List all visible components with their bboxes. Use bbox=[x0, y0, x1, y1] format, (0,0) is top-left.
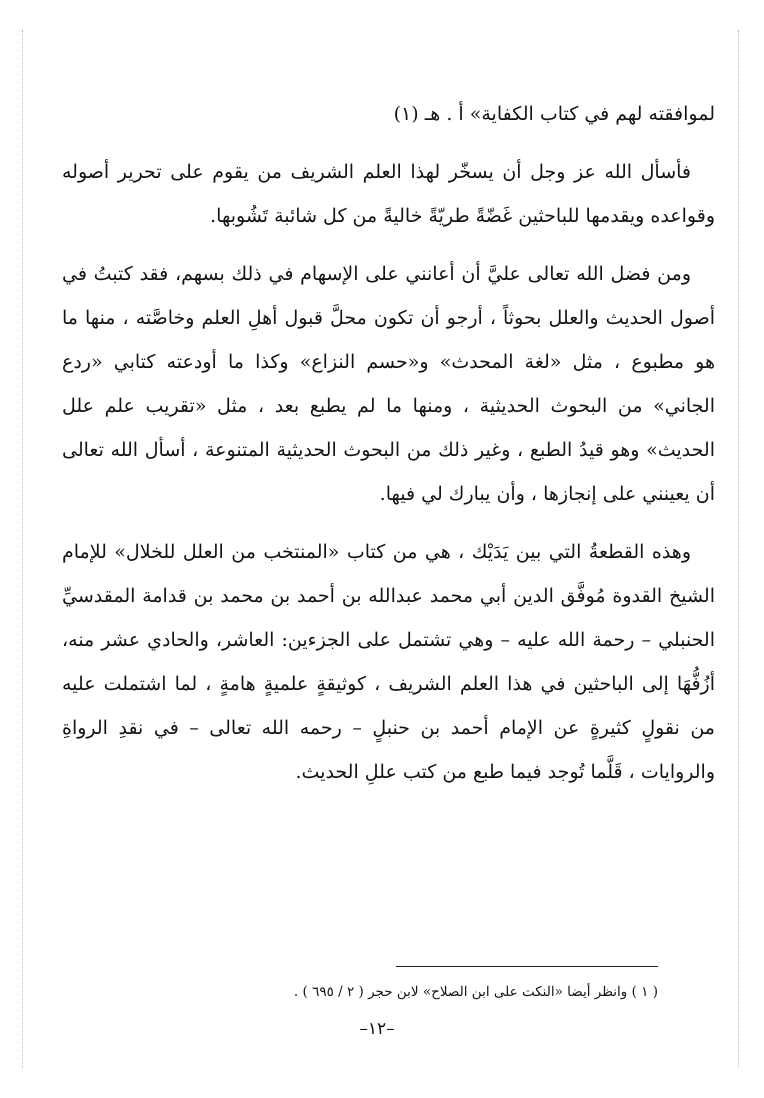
main-text bbox=[62, 92, 715, 794]
paragraph: وهذه القطعةُ التي بين يَدَيْك ، هي من كتاب «المنتخب من العلل للخلال» للإمام الشيخ القدوة مُوفَّق الدين أبي محمد عبدالله بن أحمد بن محمد بن قدامة المقدسيِّ الحنبلي – رحمة الله عليه – وهي تشتمل على الجزءين: العاشر، والحادي عشر منه، أزُفُّهَا إلى الباحثين في هذا العلم الشريف ، كوثيقةٍ علميةٍ هامةٍ ، لما اشتملت عليه من نقولٍ كثيرةٍ عن الإمام أحمد بن حنبلٍ – رحمه الله تعالى – في نقدِ الرواةِ والروايات ، قَلَّما تُوجد فيما طبع من كتب عللِ الحديث. bbox=[62, 541, 715, 783]
right-margin-dotted-line bbox=[738, 30, 739, 1068]
footnote-separator bbox=[396, 966, 658, 967]
paragraph: ومن فضل الله تعالى عليَّ أن أعانني على الإسهام في ذلك بسهم، فقد كتبتُ في أصول الحديث والعلل بحوثاً ، أرجو أن تكون محلَّ قبول أهلِ العلم وخاصَّته ، منها ما هو مطبوع ، مثل «لغة المحدث» و«حسم النزاع» وكذا ما أودعته كتابي «ردع الجاني» من البحوث الحديثية ، ومنها ما لم يطبع بعد ، مثل «تقريب علم علل الحديث» وهو قيدُ الطبع ، وغير ذلك من البحوث الحديثية المتنوعة ، أسأل الله تعالى أن يعينني على إنجازها ، وأن يبارك لي فيها. bbox=[62, 263, 715, 505]
left-margin-dotted-line bbox=[22, 30, 23, 1068]
footnote: ( ١ ) وانظر أيضا «النكت على ابن الصلاح» لابن حجر ( ٢ / ٦٩٥ ) . bbox=[293, 984, 658, 1000]
paragraph: فأسأل الله عز وجل أن يسخّر لهذا العلم الشريف من يقوم على تحرير أصوله وقواعده ويقدمها للباحثين غَضّةً طريّةً خاليةً من كل شائبة تَشُوبها. bbox=[62, 161, 715, 227]
page-number: –١٢– bbox=[359, 1019, 395, 1039]
paragraph: لموافقته لهم في كتاب الكفاية» أ . هـ (١) bbox=[393, 103, 715, 125]
